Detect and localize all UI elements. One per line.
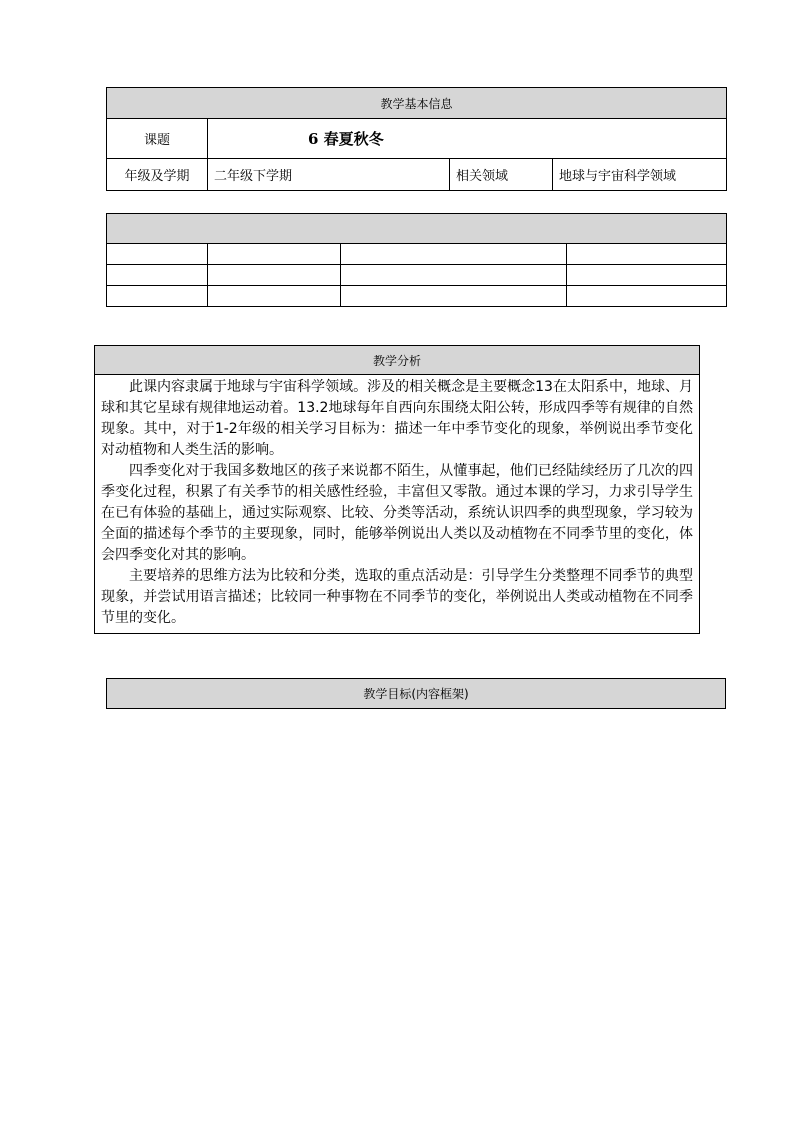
topic-value: 6 春夏秋冬	[208, 119, 727, 159]
basic-info-header: 教学基本信息	[107, 88, 727, 119]
grid-cell	[208, 265, 341, 286]
grade-value: 二年级下学期	[208, 159, 450, 191]
empty-grid-table	[106, 213, 727, 307]
grid-cell	[567, 265, 727, 286]
basic-info-table	[106, 87, 727, 191]
field-label: 相关领域	[450, 159, 553, 191]
grid-cell	[567, 286, 727, 307]
grid-cell	[208, 286, 341, 307]
analysis-header: 教学分析	[95, 346, 700, 375]
topic-label: 课题	[107, 119, 208, 159]
grade-label: 年级及学期	[107, 159, 208, 191]
analysis-paragraph: 主要培养的思维方法为比较和分类，选取的重点活动是：引导学生分类整理不同季节的典型现象，并尝试用语言描述；比较同一种事物在不同季节的变化，举例说出人类或动植物在不同季节里的变化。	[101, 568, 693, 626]
grid-cell	[341, 244, 567, 265]
objectives-header: 教学目标(内容框架)	[107, 679, 726, 709]
grid-cell	[567, 244, 727, 265]
analysis-paragraph: 此课内容隶属于地球与宇宙科学领域。涉及的相关概念是主要概念13在太阳系中，地球、月球和其它星球有规律地运动着。13.2地球每年自西向东围绕太阳公转，形成四季等有规律的自然现象。其中，对于1-2年级的相关学习目标为：描述一年中季节变化的现象，举例说出季节变化对动植物和人类生活的影响。	[101, 379, 693, 458]
field-value: 地球与宇宙科学领域	[553, 159, 727, 191]
grid-cell	[341, 265, 567, 286]
grid-cell	[107, 286, 208, 307]
grid-cell	[107, 265, 208, 286]
analysis-table	[94, 345, 700, 634]
objectives-table	[106, 678, 726, 709]
analysis-body	[95, 375, 700, 634]
grid-cell	[208, 244, 341, 265]
grid-cell	[341, 286, 567, 307]
analysis-paragraph: 四季变化对于我国多数地区的孩子来说都不陌生，从懂事起，他们已经陆续经历了几次的四季变化过程，积累了有关季节的相关感性经验，丰富但又零散。通过本课的学习，力求引导学生在已有体验的基础上，通过实际观察、比较、分类等活动，系统认识四季的典型现象，学习较为全面的描述每个季节的主要现象，同时，能够举例说出人类以及动植物在不同季节里的变化，体会四季变化对其的影响。	[101, 463, 693, 563]
empty-grid-header	[107, 214, 727, 244]
grid-cell	[107, 244, 208, 265]
